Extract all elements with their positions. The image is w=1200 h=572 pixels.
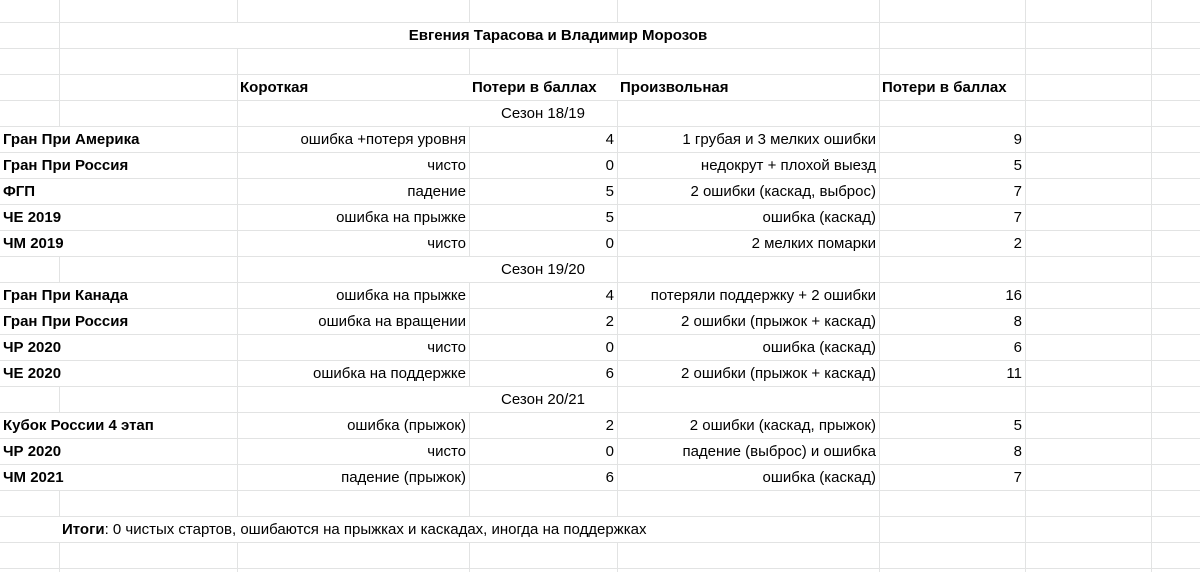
event-name[interactable]: Гран При Канада bbox=[0, 283, 237, 308]
short-program-result[interactable]: ошибка на прыжке bbox=[336, 287, 466, 304]
row-divider bbox=[0, 490, 1200, 491]
row-divider bbox=[0, 542, 1200, 543]
free-program-result[interactable]: ошибка (каскад) bbox=[762, 339, 876, 356]
short-program-result[interactable]: падение (прыжок) bbox=[341, 469, 466, 486]
table-row bbox=[0, 335, 1200, 360]
header-row bbox=[0, 75, 1200, 100]
event-name[interactable]: ЧЕ 2019 bbox=[0, 205, 237, 230]
table-row bbox=[0, 231, 1200, 256]
free-program-loss[interactable]: 9 bbox=[1013, 131, 1022, 148]
short-program-result[interactable]: падение bbox=[407, 183, 466, 200]
short-program-loss[interactable]: 6 bbox=[605, 365, 614, 382]
short-program-loss[interactable]: 0 bbox=[605, 443, 614, 460]
short-program-loss[interactable]: 2 bbox=[605, 417, 614, 434]
free-program-result[interactable]: ошибка (каскад) bbox=[762, 209, 876, 226]
table-row bbox=[0, 361, 1200, 386]
event-name[interactable]: ЧМ 2019 bbox=[0, 231, 237, 256]
season-header-row bbox=[0, 257, 1200, 282]
free-program-result[interactable]: падение (выброс) и ошибка bbox=[682, 443, 876, 460]
free-program-loss[interactable]: 11 bbox=[1006, 365, 1022, 382]
table-row bbox=[0, 179, 1200, 204]
short-program-result[interactable]: чисто bbox=[427, 235, 466, 252]
short-program-result[interactable]: ошибка на вращении bbox=[318, 313, 466, 330]
row-divider bbox=[0, 48, 1200, 49]
season-header-row bbox=[0, 101, 1200, 126]
table-row bbox=[0, 413, 1200, 438]
short-program-loss[interactable]: 0 bbox=[605, 157, 614, 174]
table-row bbox=[0, 153, 1200, 178]
event-name[interactable]: Кубок России 4 этап bbox=[0, 413, 237, 438]
season-label[interactable]: Сезон 20/21 bbox=[469, 387, 617, 412]
event-name[interactable]: ЧР 2020 bbox=[0, 439, 237, 464]
short-program-result[interactable]: ошибка на поддержке bbox=[313, 365, 466, 382]
event-name[interactable]: Гран При Россия bbox=[0, 153, 237, 178]
row-divider bbox=[0, 568, 1200, 569]
title-row bbox=[0, 23, 1200, 48]
free-program-loss[interactable]: 2 bbox=[1013, 235, 1022, 252]
short-program-loss[interactable]: 0 bbox=[605, 235, 614, 252]
free-program-result[interactable]: 2 ошибки (каскад, выброс) bbox=[690, 183, 876, 200]
free-program-loss[interactable]: 5 bbox=[1013, 417, 1022, 434]
header-short-loss[interactable]: Потери в баллах bbox=[469, 75, 625, 100]
summary-cell[interactable] bbox=[59, 517, 879, 542]
table-row bbox=[0, 127, 1200, 152]
free-program-loss[interactable]: 7 bbox=[1013, 209, 1022, 226]
summary-text: : 0 чистых стартов, ошибаются на прыжках и каскадах, иногда на поддержках bbox=[104, 521, 647, 538]
table-row bbox=[0, 309, 1200, 334]
summary-label: Итоги bbox=[62, 521, 105, 538]
event-name[interactable]: ЧМ 2021 bbox=[0, 465, 237, 490]
short-program-loss[interactable]: 4 bbox=[605, 131, 614, 148]
table-row bbox=[0, 439, 1200, 464]
table-row bbox=[0, 465, 1200, 490]
short-program-loss[interactable]: 4 bbox=[605, 287, 614, 304]
free-program-loss[interactable]: 7 bbox=[1013, 183, 1022, 200]
header-short-program[interactable]: Короткая bbox=[240, 79, 309, 96]
season-label[interactable]: Сезон 19/20 bbox=[469, 257, 617, 282]
event-name[interactable]: ФГП bbox=[0, 179, 237, 204]
sheet-title[interactable]: Евгения Тарасова и Владимир Морозов bbox=[237, 23, 879, 48]
short-program-loss[interactable]: 5 bbox=[605, 183, 614, 200]
short-program-loss[interactable]: 0 bbox=[605, 339, 614, 356]
short-program-result[interactable]: чисто bbox=[427, 157, 466, 174]
free-program-result[interactable]: 2 ошибки (прыжок + каскад) bbox=[681, 365, 876, 382]
short-program-loss[interactable]: 2 bbox=[605, 313, 614, 330]
short-program-result[interactable]: ошибка (прыжок) bbox=[347, 417, 466, 434]
short-program-result[interactable]: чисто bbox=[427, 339, 466, 356]
header-free-loss[interactable]: Потери в баллах bbox=[882, 79, 1007, 96]
short-program-result[interactable]: чисто bbox=[427, 443, 466, 460]
season-header-row bbox=[0, 387, 1200, 412]
table-row bbox=[0, 205, 1200, 230]
free-program-loss[interactable]: 6 bbox=[1013, 339, 1022, 356]
short-program-loss[interactable]: 6 bbox=[605, 469, 614, 486]
event-name[interactable]: Гран При Россия bbox=[0, 309, 237, 334]
table-row bbox=[0, 283, 1200, 308]
event-name[interactable]: ЧР 2020 bbox=[0, 335, 237, 360]
free-program-result[interactable]: ошибка (каскад) bbox=[762, 469, 876, 486]
free-program-result[interactable]: потеряли поддержку + 2 ошибки bbox=[650, 287, 876, 304]
short-program-result[interactable]: ошибка на прыжке bbox=[336, 209, 466, 226]
header-free-program[interactable]: Произвольная bbox=[617, 75, 879, 100]
free-program-loss[interactable]: 8 bbox=[1013, 313, 1022, 330]
free-program-result[interactable]: 2 мелких помарки bbox=[751, 235, 876, 252]
season-label[interactable]: Сезон 18/19 bbox=[469, 101, 617, 126]
free-program-result[interactable]: 2 ошибки (прыжок + каскад) bbox=[681, 313, 876, 330]
event-name[interactable]: Гран При Америка bbox=[0, 127, 237, 152]
short-program-result[interactable]: ошибка +потеря уровня bbox=[300, 131, 466, 148]
free-program-result[interactable]: 1 грубая и 3 мелких ошибки bbox=[682, 131, 876, 148]
summary-row bbox=[0, 517, 1200, 542]
free-program-result[interactable]: недокрут + плохой выезд bbox=[700, 157, 876, 174]
event-name[interactable]: ЧЕ 2020 bbox=[0, 361, 237, 386]
free-program-loss[interactable]: 5 bbox=[1013, 157, 1022, 174]
free-program-loss[interactable]: 7 bbox=[1013, 469, 1022, 486]
short-program-loss[interactable]: 5 bbox=[605, 209, 614, 226]
free-program-loss[interactable]: 8 bbox=[1013, 443, 1022, 460]
free-program-loss[interactable]: 16 bbox=[1005, 287, 1022, 304]
free-program-result[interactable]: 2 ошибки (каскад, прыжок) bbox=[689, 417, 876, 434]
